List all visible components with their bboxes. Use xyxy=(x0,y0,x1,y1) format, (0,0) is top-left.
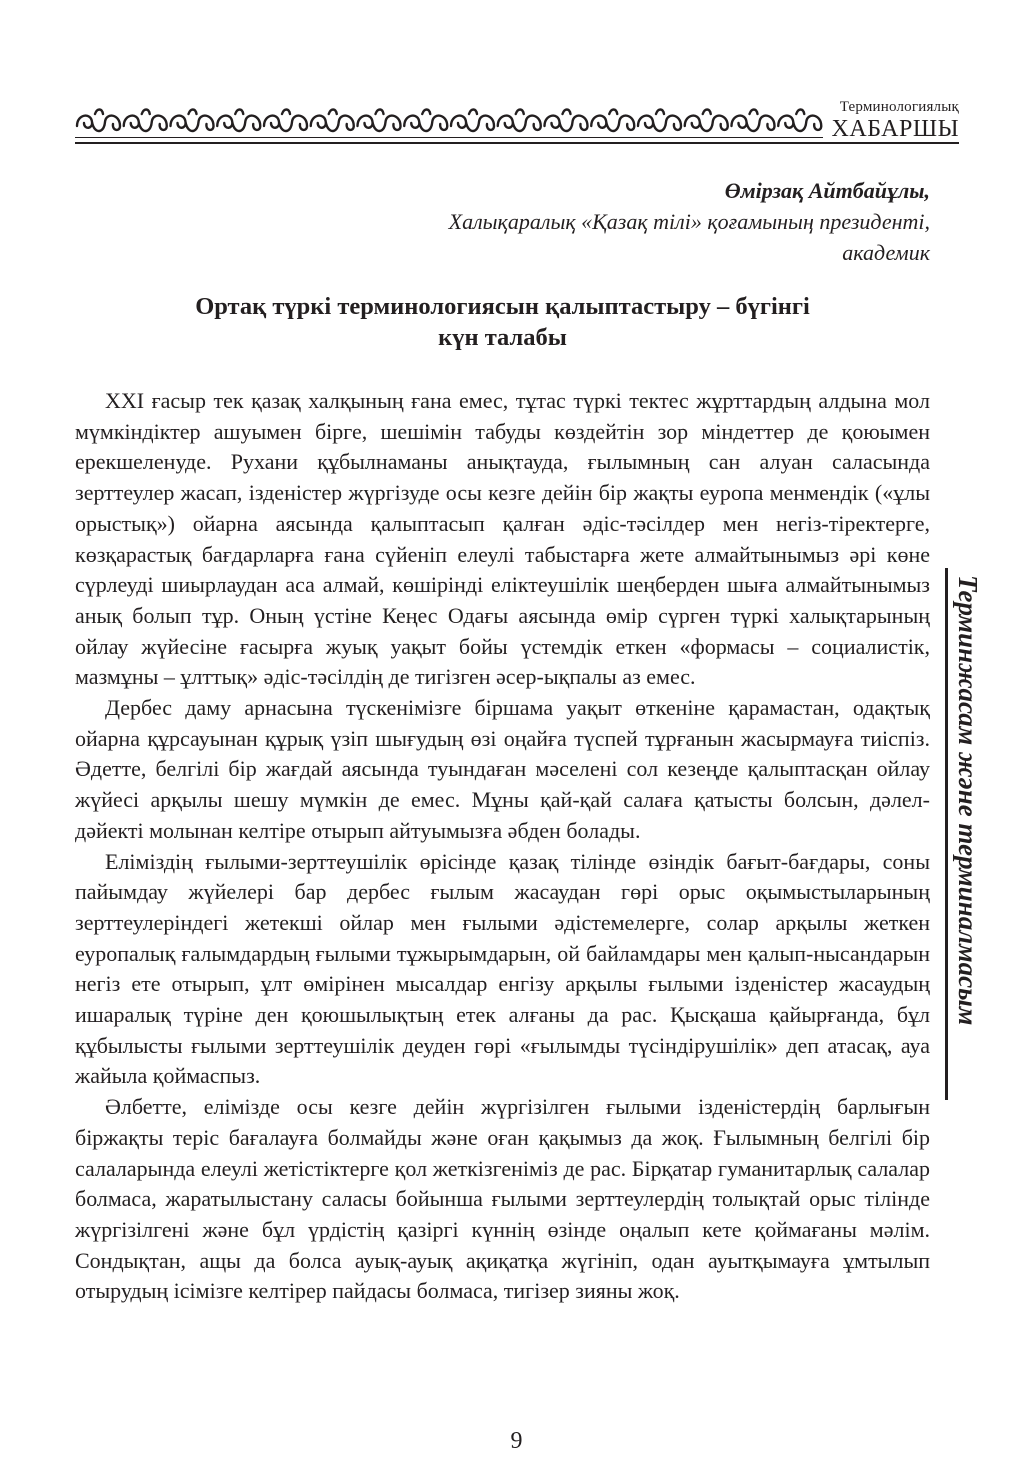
side-tab-bar xyxy=(945,568,948,1100)
ornament-band xyxy=(75,104,823,138)
page-header xyxy=(75,96,959,146)
article-title-line: күн талабы xyxy=(438,324,567,351)
ornament-motif xyxy=(404,110,447,132)
ornament-motif xyxy=(358,110,401,132)
paragraph: Еліміздің ғылыми-зерттеушілік өрісінде қазақ тілінде өзіндік бағыт-бағдары, соны пайымдау жүйелері бар дербес ғылым жасаудан гөрі орыс оқымыстыларының зерттеулеріндегі жетекші ойлар мен ғылыми әдістемелерге, солар арқылы жеткен еуропалық ғалымдардың ғылыми тұжырымдарын, ой байламдары мен қалып-нысандарын негіз ете отырып, ұлт өмірінен мысалдар енгізу арқылы ғылыми ізденістер жасаудың ишаралық түріне ден қоюшылықтың етек алғаны да рас. Қысқаша қайырғанда, бұл құбылысты ғылыми зерттеушілік деуден гөрі «ғылымды түсіндірушілік» деп атасақ, ауа жайыла қоймаспыз. xyxy=(75,848,930,1089)
ornament-motif xyxy=(217,110,260,132)
paragraph: XXI ғасыр тек қазақ халқының ғана емес, тұтас түркі тектес жұрттардың алдына мол мүмкіндіктер ашуымен бірге, шешімін табуды көздейтін зор міндеттер де қоюымен ерекшеленуде. Рухани құбылнаманы анықтауда, ғылымның сан алуан саласында зерттеулер жасап, ізденістер жүргізуде осы кезге дейін бір жақты еуропа менмендік («ұлы орыстық») ойарна аясында қалыптасып қалған әдіс-тәсілдер мен негіз-тіректерге, көзқарастық бағдарларға ғана сүйеніп елеулі табыстарға жете алмайтынымыз әрі көне сүрлеуді шиырлаудан аса алмай, көшірінді еліктеушілік шеңберден шыға алмайтынымыз анық болып тұр. Оның үстіне Кеңес Одағы аясында өмір сүрген түркі халықтарының ойлау жүйесіне ғасырға жуық уақыт бойы үстемдік еткен «формасы – социалистік, мазмұны – ұлттық» әдіс-тәсілдің де тигізген әсер-ықпалы аз емес. xyxy=(75,388,930,690)
article-title-line: Ортақ түркі терминологиясын қалыптастыру – бүгінгі xyxy=(195,293,810,320)
ornament-motif xyxy=(545,110,588,132)
paragraph: Дербес даму арнасына түскенімізге біршама уақыт өткеніне қарамастан, одақтық ойарна құрсауынан құрық үзіп шығудың өзі оңайға түспей тұрғанын жасырмауға тиіспіз. Әдетте, белгілі бір жағдай аясында туындаған мәселені сол кезеңде қалыптасқан ойлау жүйесі арқылы шешу мүмкін де емес. Мұны қай-қай салаға қатысты болсын, дәлел-дәйекті молынан келтіре отырып айтуымызға әбден болады. xyxy=(75,695,930,843)
ornament-motif xyxy=(171,110,214,132)
ornament-motif xyxy=(451,110,494,132)
side-tab-label: Терминжасам және терминалмасым xyxy=(953,575,983,1026)
article-body xyxy=(75,386,930,1307)
ornament-motif xyxy=(732,110,775,132)
author-position: Халықаралық «Қазақ тілі» қоғамының президенті, xyxy=(448,209,930,234)
paragraph: Әлбетте, елімізде осы кезге дейін жүргізілген ғылыми ізденістердің барлығын біржақты теріс бағалауға болмайды және оған қақымыз да жоқ. Ғылымның белгілі бір салаларында елеулі жетістіктерге қол жеткізгеніміз де рас. Бірқатар гуманитарлық салалар болмаса, жаратылыстану саласы бойынша ғылыми зерттеулердің толықтай орыс тілінде жүргізілгені және бұл үрдістің қазіргі күннің өзінде оңалып кете қоймағаны мәлім. Сондықтан, ащы да болса ауық-ауық ақиқатқа жүгініп, одан ауытқымауға ұмтылып отырудың ісімізге келтірер пайдасы болмаса, тигізер зияны жоқ. xyxy=(75,1094,930,1304)
journal-title-large: ХАБАРШЫ xyxy=(831,116,959,142)
author-name: Өмірзақ Айтбайұлы, xyxy=(724,178,930,203)
journal-title-small: Терминологиялық xyxy=(839,99,959,115)
ornament-motif xyxy=(124,110,167,132)
header-rule xyxy=(75,142,959,144)
ornament-underline xyxy=(75,137,823,138)
article-title xyxy=(75,291,930,353)
ornament-motif xyxy=(311,110,354,132)
side-tab xyxy=(951,575,985,1095)
ornament-motif xyxy=(498,110,541,132)
ornament-motif xyxy=(685,110,728,132)
ornament-motif xyxy=(778,110,821,132)
ornament-motif xyxy=(638,110,681,132)
ornament-motif xyxy=(264,110,307,132)
page-number: 9 xyxy=(510,1428,523,1454)
journal-title xyxy=(832,99,959,142)
author-title: академик xyxy=(842,240,930,265)
ornament-motif xyxy=(77,110,120,132)
ornament-motif xyxy=(591,110,634,132)
author-block xyxy=(330,175,930,268)
